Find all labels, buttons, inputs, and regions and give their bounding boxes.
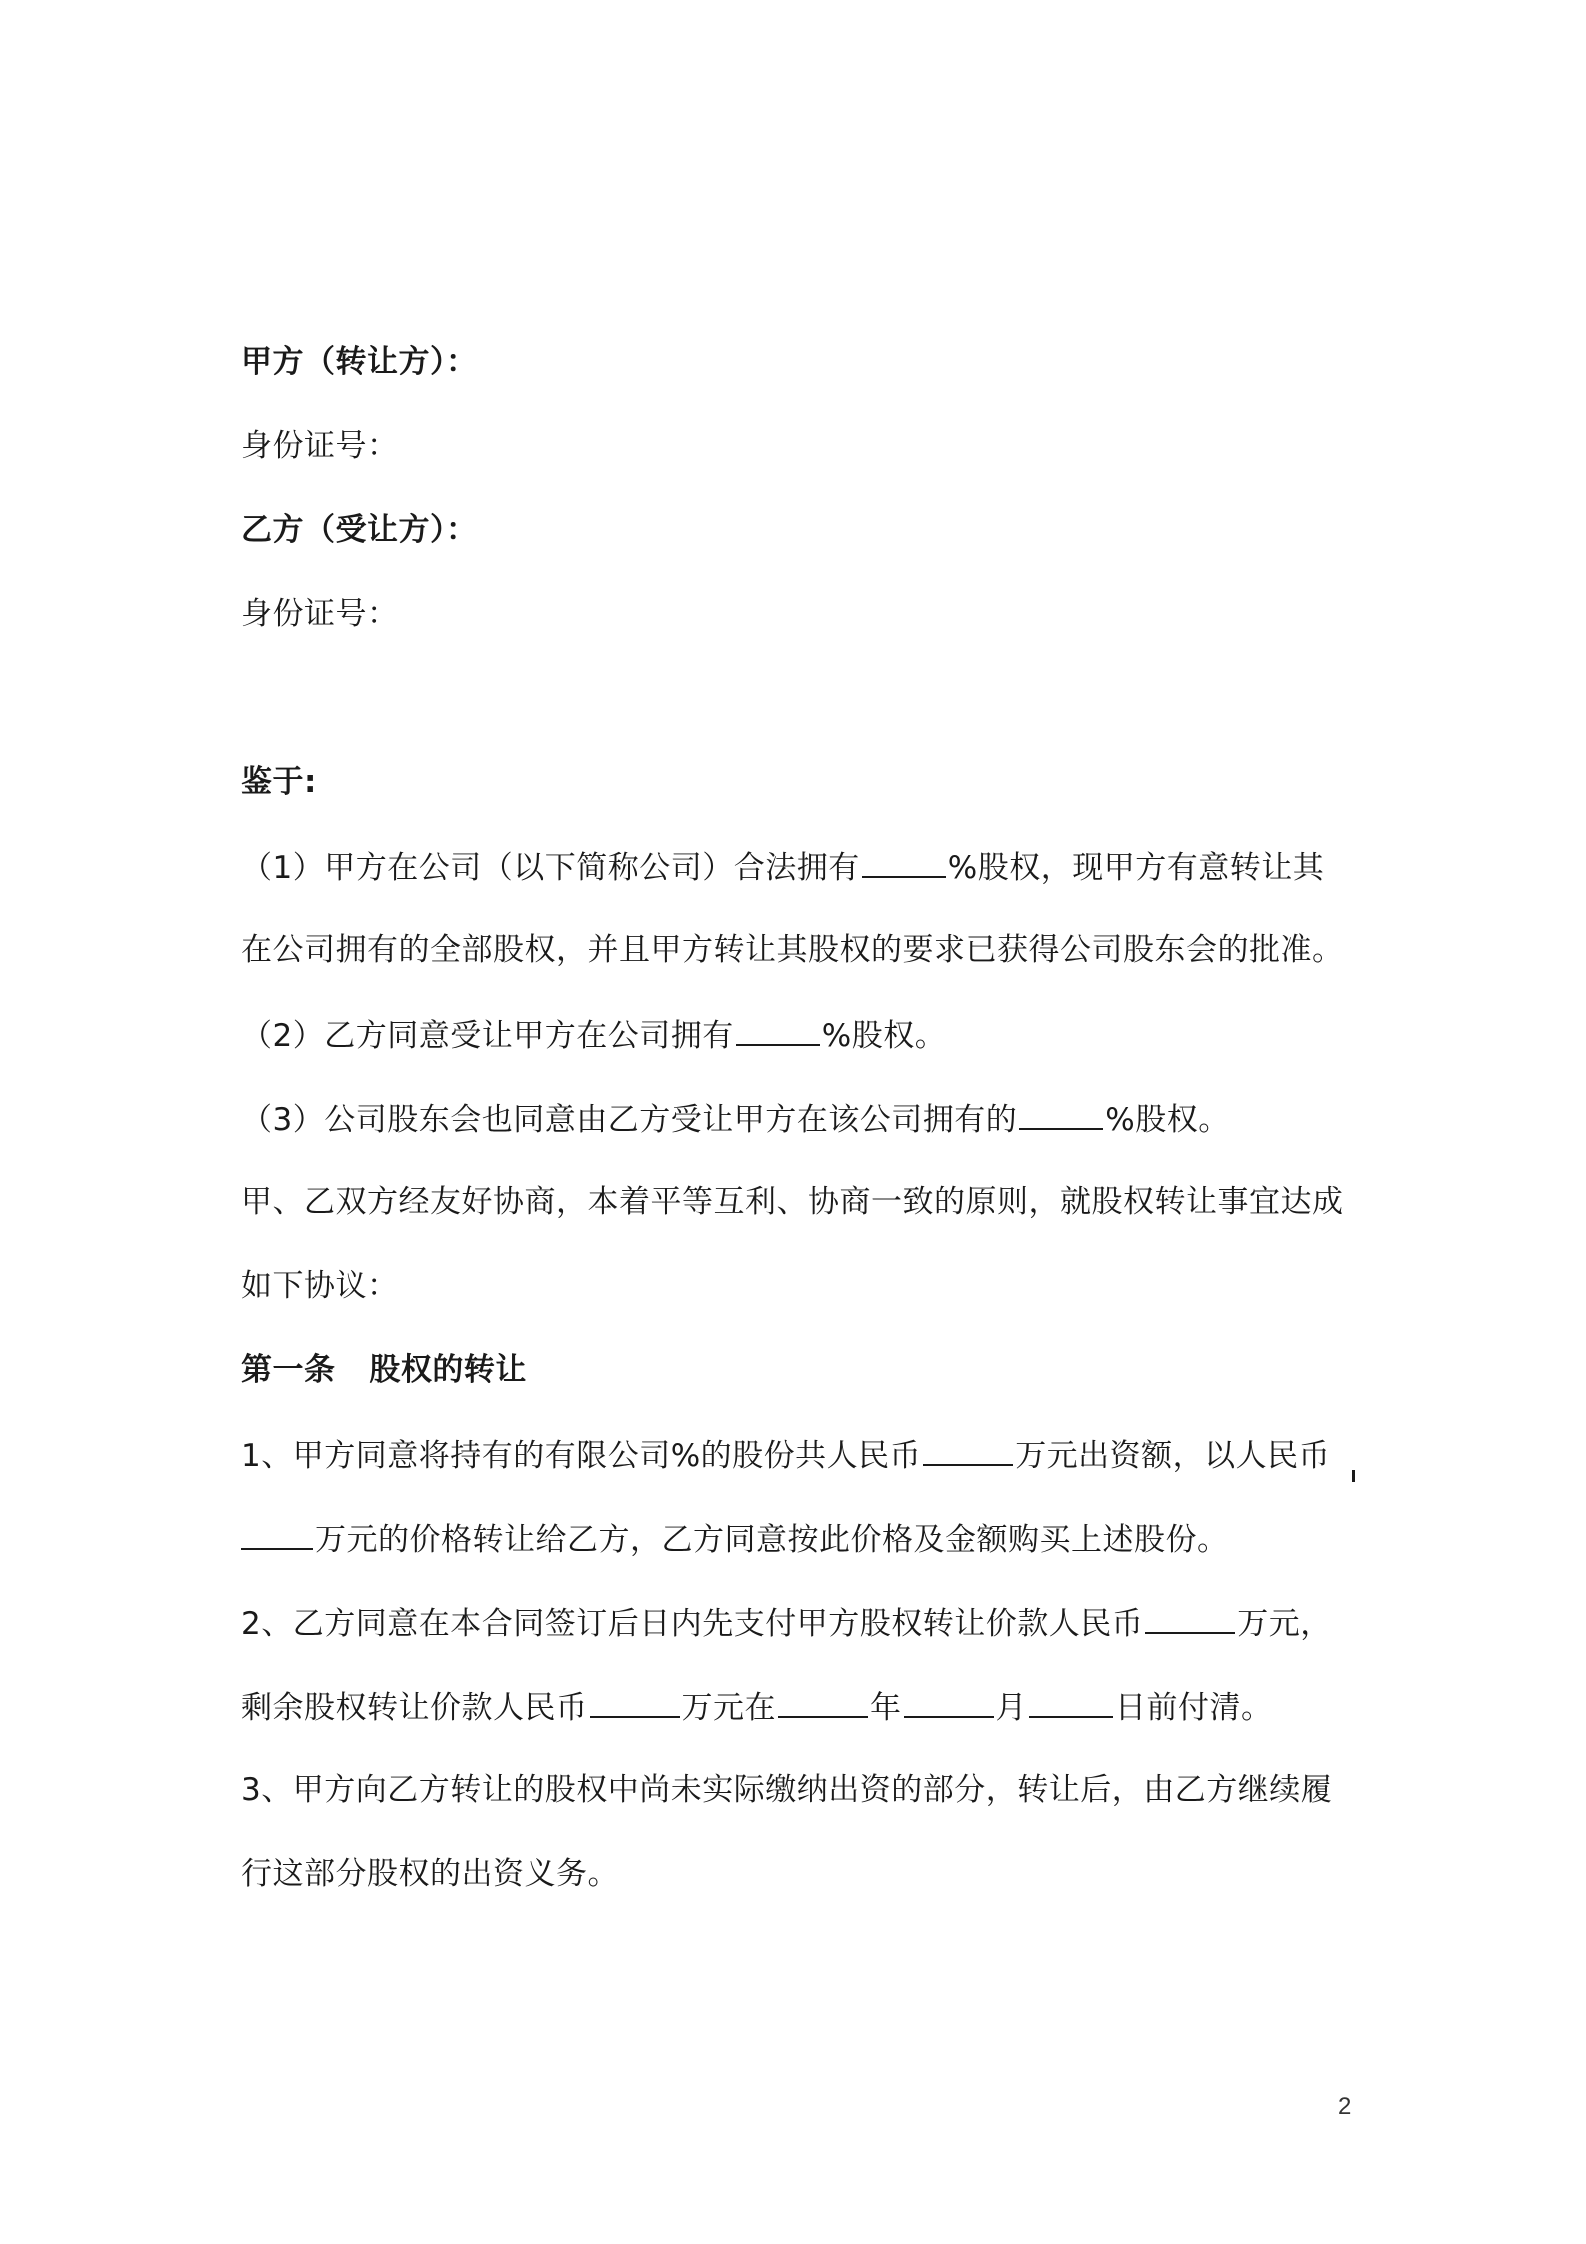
blank-field — [904, 1686, 994, 1718]
blank-field — [590, 1686, 680, 1718]
clause-2-text-g: 日前付清。 — [1115, 1690, 1273, 1726]
line-continuation-mark — [1352, 1470, 1355, 1482]
whereas-title: 鉴于: — [241, 764, 317, 800]
clause-2-text-a: 2、乙方同意在本合同签订后日内先支付甲方股权转让价款人民币 — [241, 1606, 1144, 1642]
whereas-item-1-text-b: %股权，现甲方有意转让其 — [947, 850, 1325, 886]
blank-field — [778, 1686, 868, 1718]
clause-1-text-a: 1、甲方同意将持有的有限公司%的股份共人民币 — [241, 1438, 922, 1474]
blank-field — [862, 846, 946, 878]
blank-field — [1019, 1098, 1103, 1130]
whereas-item-3-text-b: %股权。 — [1105, 1102, 1230, 1138]
party-a-id-label: 身份证号： — [241, 428, 399, 464]
blank-field — [923, 1434, 1013, 1466]
clause-3: 3、甲方向乙方转让的股权中尚未实际缴纳出资的部分，转让后，由乙方继续履 — [241, 1772, 1333, 1808]
blank-field — [241, 1518, 313, 1550]
whereas-item-3 — [241, 1098, 1230, 1140]
party-b-label: 乙方（受让方）： — [241, 512, 478, 548]
whereas-item-2-text-b: %股权。 — [821, 1018, 947, 1054]
clause-1-text-c: 万元的价格转让给乙方，乙方同意按此价格及金额购买上述股份。 — [315, 1522, 1229, 1558]
blank-field — [1145, 1602, 1235, 1634]
clause-1-text-b: 万元出资额，以人民币 — [1015, 1438, 1331, 1474]
whereas-item-2-text-a: （2）乙方同意受让甲方在公司拥有 — [241, 1018, 734, 1054]
blank-field — [736, 1014, 820, 1046]
clause-2-text-f: 月 — [995, 1690, 1027, 1726]
party-b-id-label: 身份证号： — [241, 596, 399, 632]
blank-field — [1029, 1686, 1113, 1718]
consensus-line-2: 如下协议： — [241, 1268, 399, 1304]
party-a-label: 甲方（转让方）： — [241, 344, 478, 380]
article-1-title: 第一条 股权的转让 — [241, 1352, 527, 1388]
clause-2-cont — [241, 1686, 1273, 1728]
clause-1 — [241, 1434, 1330, 1476]
clause-2-text-d: 万元在 — [681, 1690, 776, 1726]
whereas-item-1-cont: 在公司拥有的全部股权，并且甲方转让其股权的要求已获得公司股东会的批准。 — [241, 932, 1344, 968]
whereas-item-1 — [241, 846, 1324, 888]
clause-3-cont: 行这部分股权的出资义务。 — [241, 1856, 619, 1892]
clause-2 — [241, 1602, 1332, 1644]
clause-2-text-b: 万元， — [1237, 1606, 1332, 1642]
clause-1-cont — [241, 1518, 1229, 1560]
consensus-line-1: 甲、乙双方经友好协商，本着平等互利、协商一致的原则，就股权转让事宜达成 — [241, 1184, 1344, 1220]
whereas-item-2 — [241, 1014, 946, 1056]
clause-2-text-c: 剩余股权转让价款人民币 — [241, 1690, 588, 1726]
clause-2-text-e: 年 — [870, 1690, 902, 1726]
page-number: 2 — [1338, 2093, 1352, 2120]
whereas-item-3-text-a: （3）公司股东会也同意由乙方受让甲方在该公司拥有的 — [241, 1102, 1018, 1138]
whereas-item-1-text-a: （1）甲方在公司（以下简称公司）合法拥有 — [241, 850, 860, 886]
